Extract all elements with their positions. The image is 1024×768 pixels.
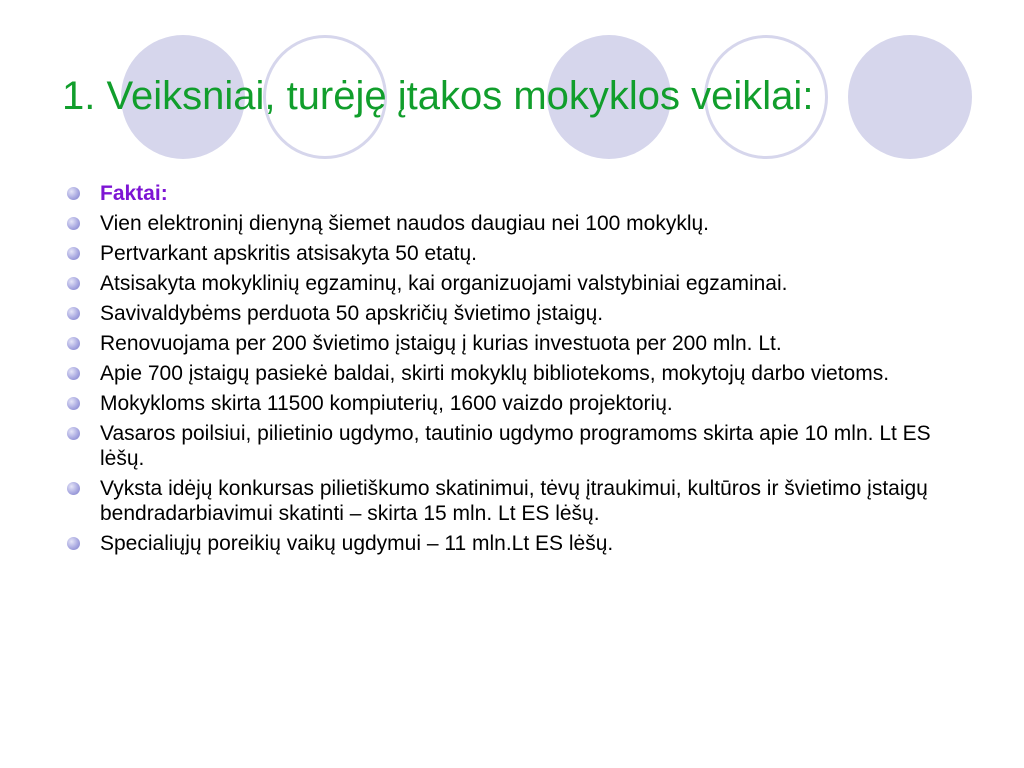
bullet-item xyxy=(66,391,966,416)
bullet-item xyxy=(66,271,966,296)
bullet-item xyxy=(66,331,966,356)
bullet-text: Apie 700 įstaigų pasiekė baldai, skirti mokyklų bibliotekoms, mokytojų darbo vietoms. xyxy=(100,362,890,385)
bullet-icon xyxy=(67,187,80,200)
bullet-icon xyxy=(67,482,80,495)
bullet-icon xyxy=(67,367,80,380)
bullet-text: Pertvarkant apskritis atsisakyta 50 etatų. xyxy=(100,242,478,265)
bullet-icon xyxy=(67,397,80,410)
bullet-list xyxy=(66,181,966,561)
decorative-circle-filled xyxy=(848,35,972,159)
bullet-icon xyxy=(67,307,80,320)
bullet-icon xyxy=(67,217,80,230)
bullet-item xyxy=(66,421,966,471)
bullet-icon xyxy=(67,247,80,260)
bullet-text: Renovuojama per 200 švietimo įstaigų į kurias investuota per 200 mln. Lt. xyxy=(100,332,782,355)
bullet-text: Vyksta idėjų konkursas pilietiškumo skatinimui, tėvų įtraukimui, kultūros ir švietimo įstaigų bendradarbiavimui skatinti – skirta 15 mln. Lt ES lėšų. xyxy=(100,477,928,525)
slide-title: 1. Veiksniai, turėję įtakos mokyklos veiklai: xyxy=(62,74,814,118)
bullet-text: Vasaros poilsiui, pilietinio ugdymo, tautinio ugdymo programoms skirta apie 10 mln. Lt ES lėšų. xyxy=(100,422,931,470)
bullet-icon xyxy=(67,277,80,290)
bullet-item xyxy=(66,211,966,236)
bullet-item xyxy=(66,531,966,556)
bullet-item xyxy=(66,361,966,386)
bullet-text: Mokykloms skirta 11500 kompiuterių, 1600 vaizdo projektorių. xyxy=(100,392,673,415)
bullet-item-heading xyxy=(66,181,966,206)
bullet-text: Savivaldybėms perduota 50 apskričių švietimo įstaigų. xyxy=(100,302,604,325)
bullet-heading-text: Faktai: xyxy=(100,182,168,205)
bullet-text: Atsisakyta mokyklinių egzaminų, kai organizuojami valstybiniai egzaminai. xyxy=(100,272,788,295)
bullet-icon xyxy=(67,537,80,550)
bullet-text: Vien elektroninį dienyną šiemet naudos daugiau nei 100 mokyklų. xyxy=(100,212,710,235)
bullet-icon xyxy=(67,337,80,350)
bullet-item xyxy=(66,476,966,526)
bullet-icon xyxy=(67,427,80,440)
bullet-text: Specialiųjų poreikių vaikų ugdymui – 11 mln.Lt ES lėšų. xyxy=(100,532,614,555)
bullet-item xyxy=(66,241,966,266)
bullet-item xyxy=(66,301,966,326)
